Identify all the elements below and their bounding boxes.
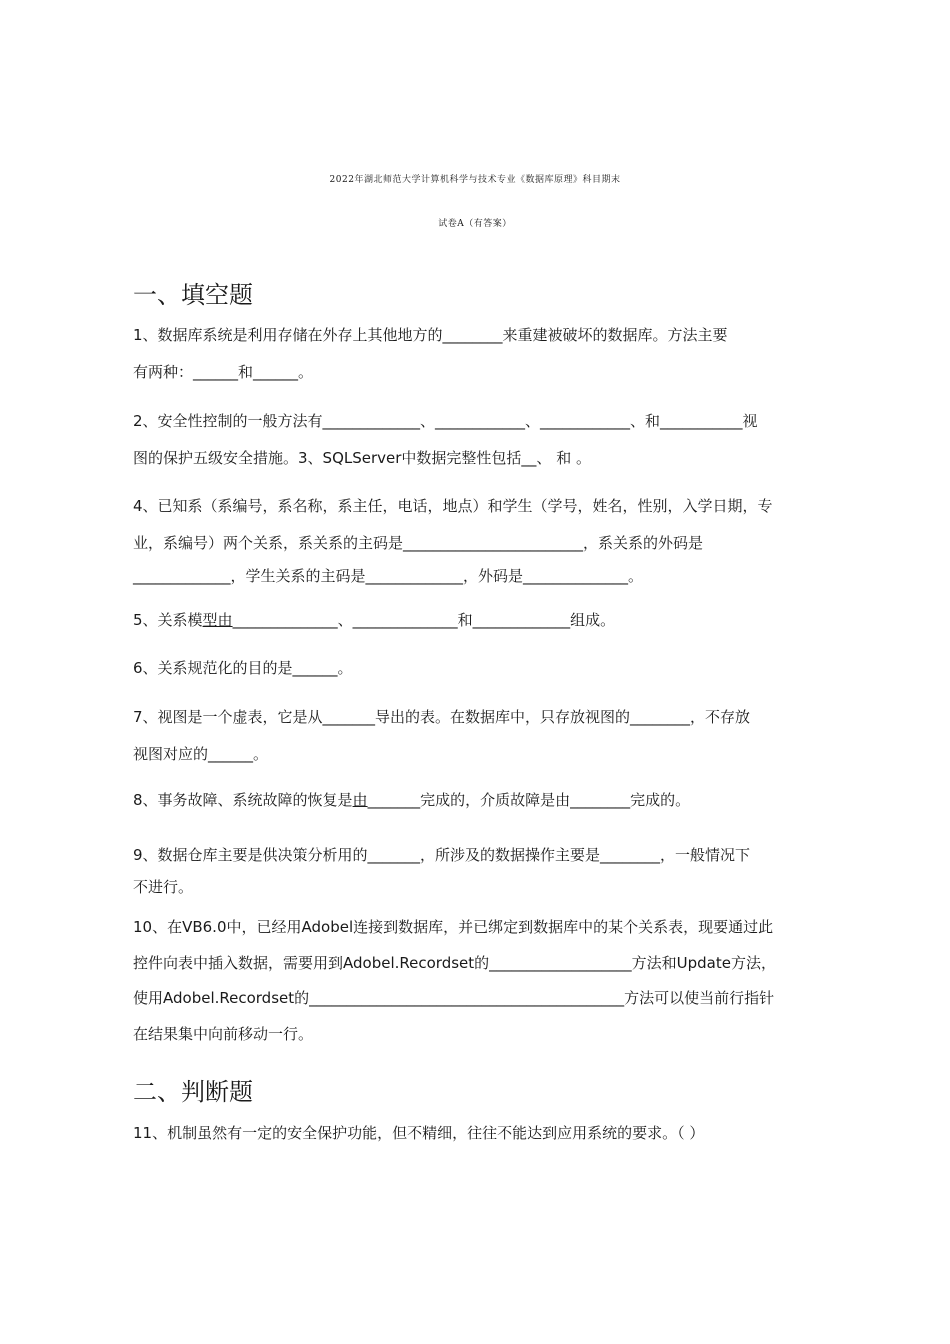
- question-4-line-3: _____________，学生关系的主码是_____________，外码是______________。: [133, 567, 644, 585]
- question-5-prefix: 5、关系模: [133, 611, 203, 629]
- question-10-line-3: 使用Adobel.Recordset的__________________________________________方法可以使当前行指针: [133, 989, 775, 1007]
- question-1-line-2: 有两种：______和______。: [133, 363, 314, 381]
- question-4-line-1: 4、已知系（系编号，系名称，系主任，电话，地点）和学生（学号，姓名，性别，入学日期，专: [133, 497, 773, 515]
- question-10-line-1: 10、在VB6.0中，已经用Adobel连接到数据库，并已绑定到数据库中的某个关系表，现要通过此: [133, 918, 774, 936]
- question-7-line-2: 视图对应的______。: [133, 745, 269, 763]
- question-10-line-4: 在结果集中向前移动一行。: [133, 1025, 314, 1043]
- question-1-line-1: 1、数据库系统是利用存储在外存上其他地方的________来重建被破坏的数据库。方法主要: [133, 326, 728, 344]
- document-title-line-1: 2022年湖北师范大学计算机科学与技术专业《数据库原理》科目期末: [329, 175, 621, 185]
- question-2-line-1: 2、安全性控制的一般方法有_____________、____________、____________、和___________视: [133, 412, 758, 430]
- question-10-line-2: 控件向表中插入数据，需要用到Adobel.Recordset的___________________方法和Update方法，: [133, 954, 776, 972]
- document-title-line-2: 试卷A（有答案）: [438, 219, 512, 229]
- question-4-line-2: 业，系编号）两个关系，系关系的主码是________________________，系关系的外码是: [133, 534, 704, 552]
- question-7-line-1: 7、视图是一个虚表，它是从_______导出的表。在数据库中，只存放视图的________，不存放: [133, 708, 751, 726]
- question-8-underlined: 由: [352, 791, 368, 809]
- question-11: 11、机制虽然有一定的安全保护功能，但不精细，往往不能达到应用系统的要求。（ ）: [133, 1124, 705, 1142]
- section-heading-true-false: 二、判断题: [133, 1078, 253, 1106]
- section-heading-fill-in: 一、填空题: [133, 281, 253, 309]
- question-8-prefix: 8、事务故障、系统故障的恢复是: [133, 791, 353, 809]
- question-8: [133, 790, 690, 810]
- question-5: [133, 610, 615, 630]
- question-5-underlined: 型由: [202, 611, 233, 629]
- question-5-rest: ______________、______________和_____________组成。: [232, 611, 616, 629]
- question-9-line-2: 不进行。: [133, 878, 194, 896]
- question-8-rest: _______完成的，介质故障是由________完成的。: [367, 791, 691, 809]
- question-6: 6、关系规范化的目的是______。: [133, 659, 353, 677]
- question-2-line-2: 图的保护五级安全措施。3、SQLServer中数据完整性包括__、 和 。: [133, 449, 591, 467]
- question-9-line-1: 9、数据仓库主要是供决策分析用的_______，所涉及的数据操作主要是________，一般情况下: [133, 846, 751, 864]
